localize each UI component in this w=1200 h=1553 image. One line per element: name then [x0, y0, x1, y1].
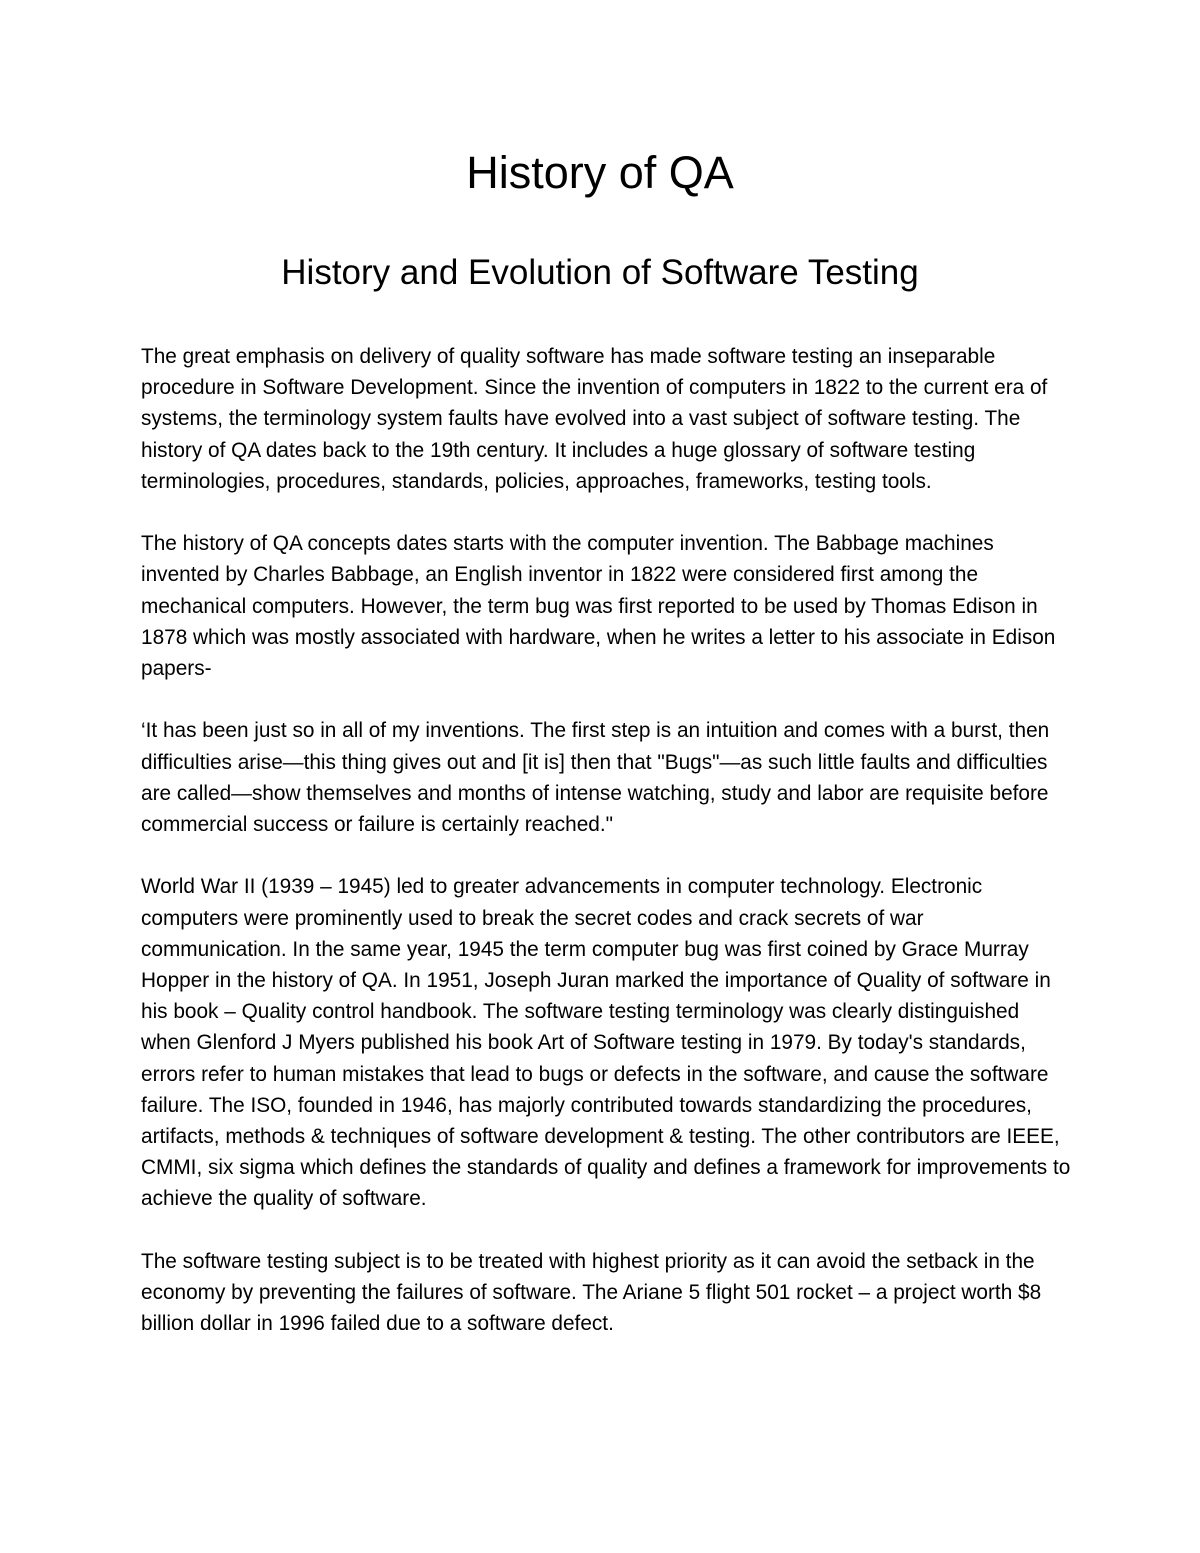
document-subtitle: History and Evolution of Software Testing	[281, 253, 919, 292]
paragraph-intro: The great emphasis on delivery of quality software has made software testing an inseparable procedure in Software Development. Since the invention of computers in 1822 to the current era of systems, the terminology system faults have evolved into a vast subject of software testing. The history of QA dates back to the 19th century. It includes a huge glossary of software testing terminologies, procedures, standards, policies, approaches, frameworks, testing tools.	[141, 345, 1048, 493]
document-body	[141, 341, 1071, 1339]
paragraph-priority: The software testing subject is to be treated with highest priority as it can avoid the setback in the economy by preventing the failures of software. The Ariane 5 flight 501 rocket – a project worth $8 billion dollar in 1996 failed due to a software defect.	[141, 1249, 1042, 1336]
document-title: History of QA	[466, 147, 734, 198]
paragraph-babbage-edison: The history of QA concepts dates starts with the computer invention. The Babbage machines invented by Charles Babbage, an English inventor in 1822 were considered first among the mechanical computers. However, the term bug was first reported to be used by Thomas Edison in 1878 which was mostly associated with hardware, when he writes a letter to his associate in Edison papers-	[141, 532, 1056, 681]
paragraph-edison-quote: ‘It has been just so in all of my inventions. The first step is an intuition and comes with a burst, then difficulties arise—this thing gives out and [it is] then that "Bugs"—as such little faults and difficulties are called—show themselves and months of intense watching, study and labor are requisite before commercial success or failure is certainly reached."	[141, 719, 1050, 837]
paragraph-world-war: World War II (1939 – 1945) led to greater advancements in computer technology. Electronic computers were prominently used to break the secret codes and crack secrets of war communication. In the same year, 1945 the term computer bug was first coined by Grace Murray Hopper in the history of QA. In 1951, Joseph Juran marked the importance of Quality of software in his book – Quality control handbook. The software testing terminology was clearly distinguished when Glenford J Myers published his book Art of Software testing in 1979. By today's standards, errors refer to human mistakes that lead to bugs or defects in the software, and cause the software failure. The ISO, founded in 1946, has majorly contributed towards standardizing the procedures, artifacts, methods & techniques of software development & testing. The other contributors are IEEE, CMMI, six sigma which defines the standards of quality and defines a framework for improvements to achieve the quality of software.	[141, 875, 1071, 1211]
